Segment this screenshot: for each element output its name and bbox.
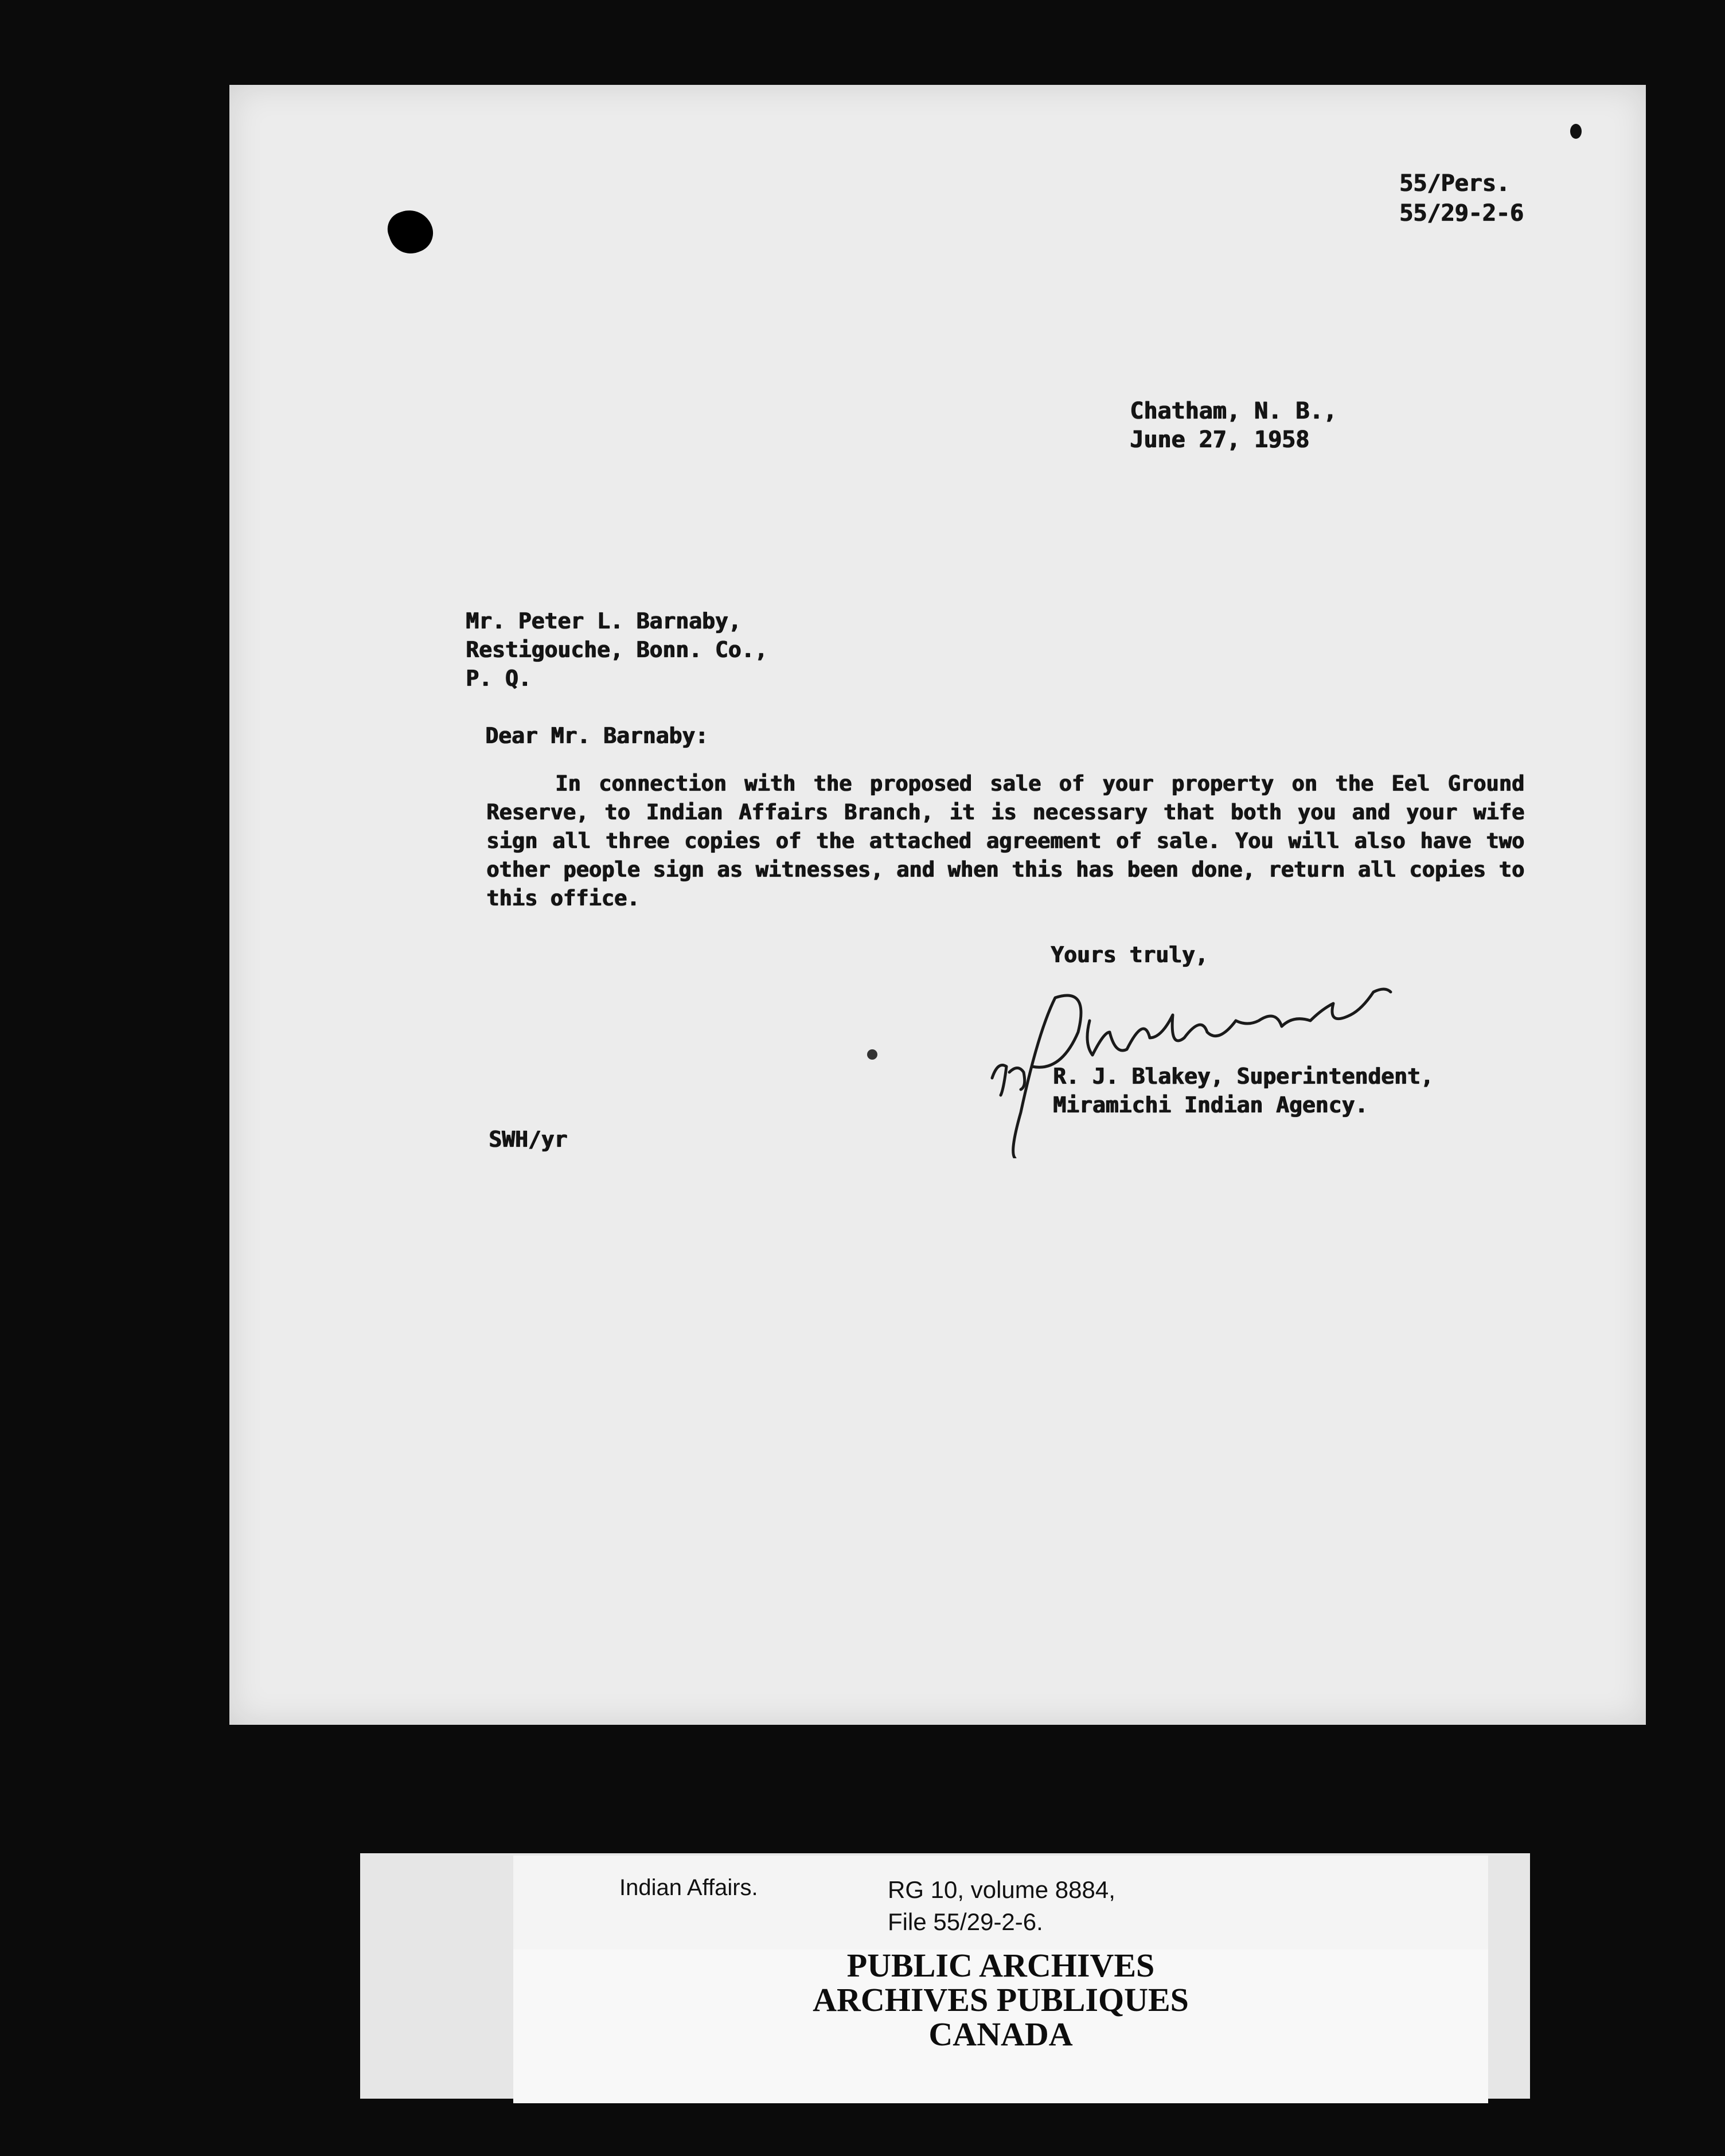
salutation: Dear Mr. Barnaby: (485, 723, 708, 748)
ink-mark (1570, 124, 1582, 139)
file-ref-line: 55/29-2-6 (1399, 200, 1524, 226)
signer-line: Miramichi Indian Agency. (1053, 1092, 1368, 1118)
file-ref-line: 55/Pers. (1399, 170, 1510, 197)
closing: Yours truly, (1051, 942, 1208, 967)
file-reference (1399, 169, 1524, 228)
address-line: P. Q. (466, 666, 532, 691)
address-line: Restigouche, Bonn. Co., (466, 637, 768, 662)
label-reference (888, 1874, 1115, 1938)
label-reference-line: File 55/29-2-6. (888, 1908, 1043, 1935)
typist-initials: SWH/yr (489, 1127, 568, 1152)
signature-name-stroke (1087, 989, 1391, 1055)
ink-speck (867, 1049, 877, 1060)
label-department: Indian Affairs. (619, 1875, 758, 1900)
letter-date: June 27, 1958 (1130, 427, 1310, 453)
archive-title (513, 1948, 1488, 2052)
letter-place: Chatham, N. B., (1130, 398, 1337, 424)
archive-title-line: ARCHIVES PUBLIQUES (813, 1981, 1189, 2018)
address-line: Mr. Peter L. Barnaby, (466, 608, 741, 634)
archive-title-line: PUBLIC ARCHIVES (846, 1947, 1155, 1984)
archive-title-line: CANADA (928, 2016, 1073, 2053)
label-reference-line: RG 10, volume 8884, (888, 1876, 1115, 1903)
signature-for-stroke (992, 1065, 1025, 1096)
place-date-block (1130, 397, 1337, 454)
recipient-address (466, 607, 767, 693)
signer-line: R. J. Blakey, Superintendent, (1053, 1064, 1434, 1089)
letter-body: In connection with the proposed sale of your property on the Eel Ground Reserve, to Indian Affairs Branch, it is necessary that both you and your wife sign all three copies of the attached agreement of sale. You will also have two other people sign as witnesses, and when this has been done, return all copies to this office. (486, 771, 1524, 911)
signer-block (1053, 1062, 1433, 1119)
